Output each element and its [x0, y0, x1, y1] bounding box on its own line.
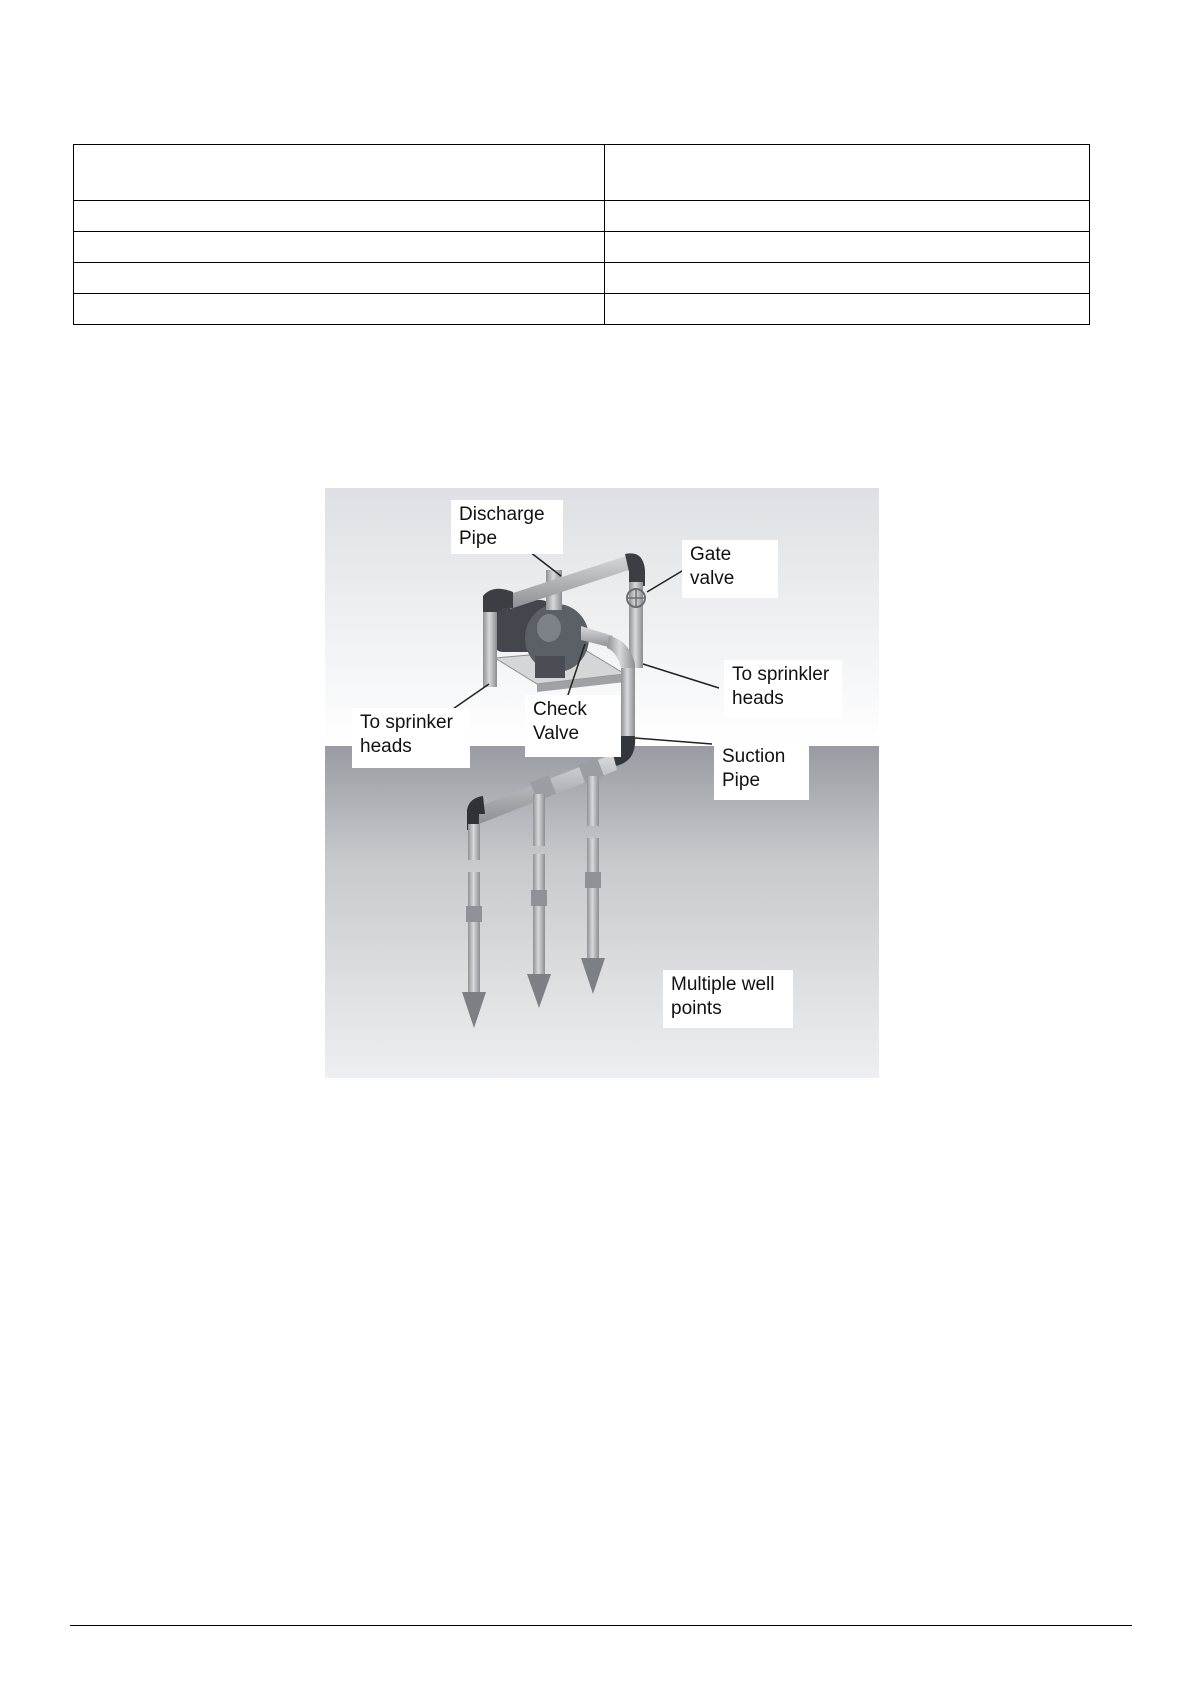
label-discharge-pipe: Discharge Pipe	[451, 500, 563, 554]
table-row	[74, 200, 1090, 231]
table-cell	[605, 145, 1090, 201]
table-cell	[74, 293, 605, 324]
label-check-valve: Check Valve	[525, 695, 621, 757]
table-cell	[74, 200, 605, 231]
well-point-pipe	[587, 838, 599, 958]
table-cell	[605, 231, 1090, 262]
pump-housing-highlight	[537, 614, 561, 642]
label-multiple-well-points: Multiple well points	[663, 970, 793, 1028]
well-point-pipe	[468, 872, 480, 992]
elbow-left-lower	[483, 592, 495, 612]
well-point-coupling	[585, 872, 601, 888]
well-point-coupling	[531, 890, 547, 906]
well-point-pipe	[533, 854, 545, 974]
well-point-pump-diagram	[325, 488, 879, 1078]
table-cell	[74, 145, 605, 201]
label-gate-valve: Gate valve	[682, 540, 778, 598]
well-point-pipe	[533, 794, 545, 846]
suction-pipe-vertical	[621, 668, 635, 738]
table-row	[74, 231, 1090, 262]
table-cell	[74, 231, 605, 262]
table-row	[74, 262, 1090, 293]
table-row	[74, 293, 1090, 324]
table-cell	[605, 262, 1090, 293]
table-cell	[605, 200, 1090, 231]
well-point-coupling	[466, 906, 482, 922]
well-point-pipe	[587, 776, 599, 826]
label-to-sprinkler-heads-right: To sprinkler heads	[724, 660, 842, 718]
well-point-pipe	[468, 824, 480, 860]
footer-rule	[70, 1625, 1132, 1626]
blank-table	[73, 144, 1090, 325]
left-sprinkler-pipe	[483, 612, 497, 687]
table-cell	[74, 262, 605, 293]
pump-stand	[535, 656, 565, 678]
label-suction-pipe: Suction Pipe	[714, 742, 809, 800]
label-to-sprinkler-heads-left: To sprinker heads	[352, 708, 470, 768]
table-cell	[605, 293, 1090, 324]
table-header-row	[74, 145, 1090, 201]
